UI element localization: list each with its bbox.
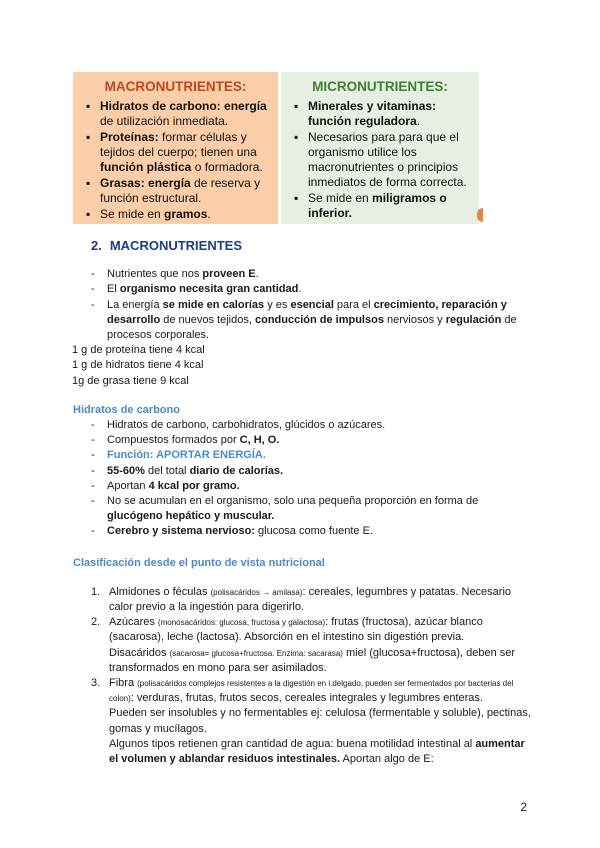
list-item: - Nutrientes que nos proveen E.: [73, 267, 533, 282]
list-item: ▪ Proteínas: formar células y tejidos del cuerpo; tienen una función plástica o formadora.: [81, 130, 270, 175]
list-item: - Cerebro y sistema nervioso: glucosa como fuente E.: [73, 524, 533, 539]
macro-bullets: [73, 267, 533, 343]
macro-box-title: MACRONUTRIENTES:: [104, 79, 247, 94]
list-item: - Aportan 4 kcal por gramo.: [73, 479, 533, 494]
list-item: ▪ Necesarios para para que el organismo utilice los macronutrientes o principios inmediatos de forma correcta.: [289, 130, 471, 190]
list-item: - No se acumulan en el organismo, solo una pequeña proporción en forma de glucógeno hepático y muscular.: [73, 494, 533, 524]
list-item: ▪ Grasas: energía de reserva y función estructural.: [81, 176, 270, 206]
list-item: - Hidratos de carbono, carbohidratos, glúcidos o azúcares.: [73, 418, 533, 433]
list-item: 2. Azúcares (monosacáridos: glucosa, fructosa y galactosa): frutas (fructosa), azúcar blanco (sacarosa), leche (lactosa). Absorción en el intestino sin digestión previa. Disacáridos (sacarosa= glucosa+fructosa. Enzima: sacarasa) miel (glucosa+fructosa), deben ser transformados en mono para ser asimilados.: [91, 616, 516, 674]
classification-list: [73, 585, 533, 767]
list-item: - La energía se mide en calorías y es esencial para el crecimiento, reparación y desarrollo de nuevos tejidos, conducción de impulsos nerviosos y regulación de procesos corporales.: [73, 298, 533, 344]
decorative-shape: [477, 208, 483, 222]
micro-box-title: MICRONUTRIENTES:: [312, 79, 448, 94]
list-item: ▪ Se mide en miligramos o inferior.: [289, 191, 471, 221]
carbs-bullets: [73, 418, 533, 540]
list-item: - 55-60% del total diario de calorías.: [73, 464, 533, 479]
list-item: 3. Fibra (polisacáridos complejos resistentes a la digestión en i.delgado, pueden ser fermentados por bacterias del colon): verduras, frutas, frutos secos, cereales integrales y legumbres enteras. Pueden ser insolubles y no fermentables ej: celulosa (fermentable y soluble), pectinas, gomas y mucílagos. Algunos tipos retienen gran cantidad de agua: buena motilidad intestinal al aumentar el volumen y ablandar residuos intestinales. Aportan algo de E:: [91, 677, 531, 766]
list-item: 1. Almidones o féculas (polisacáridos → amilasa): cereales, legumbres y patatas. Necesario calor previo a la ingestión para digerirlo.: [91, 585, 512, 614]
kcal-protein: 1 g de proteína tiene 4 kcal: [72, 344, 205, 357]
list-item: - Compuestos formados por C, H, O.: [73, 433, 533, 448]
list-item: ▪ Minerales y vitaminas: función reguladora.: [289, 99, 471, 129]
micronutrients-box: [281, 72, 479, 224]
carbs-heading: Hidratos de carbono: [73, 403, 180, 416]
kcal-fat: 1g de grasa tiene 9 kcal: [72, 374, 189, 387]
kcal-carbs: 1 g de hidratos tiene 4 kcal: [72, 359, 204, 372]
list-item: ▪ Hidratos de carbono: energía de utilización inmediata.: [81, 99, 270, 129]
macronutrients-box: [73, 72, 278, 224]
list-item: ▪ Se mide en gramos.: [81, 207, 270, 222]
summary-boxes: [73, 72, 479, 224]
section-heading: 2. MACRONUTRIENTES: [91, 238, 243, 253]
list-item: - Función: APORTAR ENERGÍA.: [73, 448, 533, 463]
classification-heading: Clasificación desde el punto de vista nutricional: [73, 556, 325, 569]
document-body: [73, 238, 533, 767]
page-number: 2: [520, 800, 527, 814]
list-item: - El organismo necesita gran cantidad.: [73, 282, 533, 297]
